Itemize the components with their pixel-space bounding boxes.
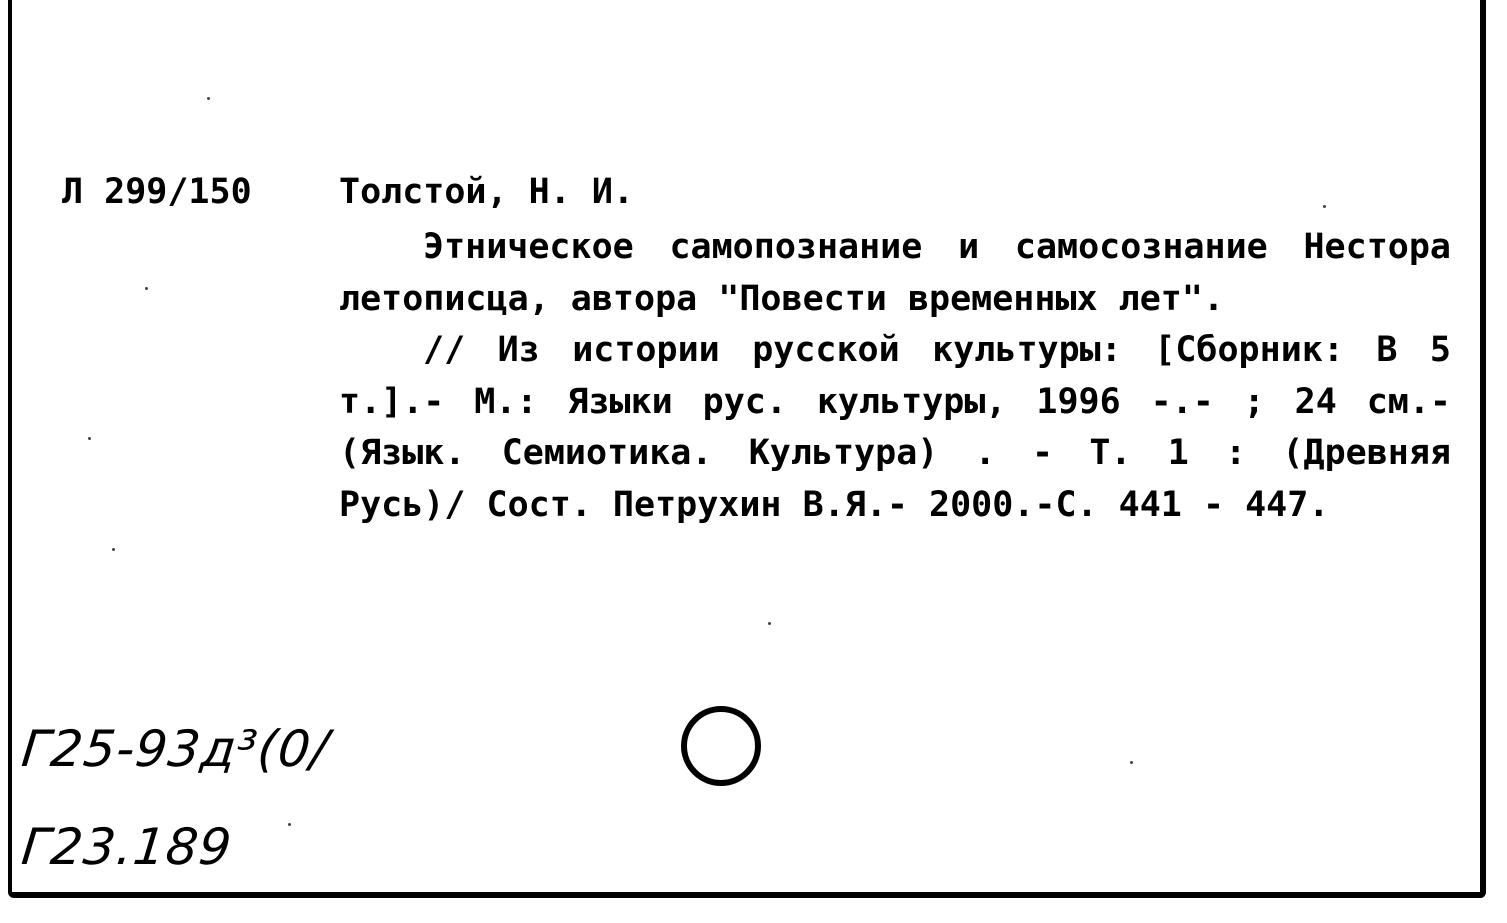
bibliographic-description xyxy=(339,222,1451,531)
source-paragraph: // Из истории русской культуры: [Сборник: В 5 т.].- М.: Языки рус. культуры, 1996 -.- ; 24 см.- (Язык. Семиотика. Культура) . - Т. 1 : (Древняя Русь)/ Сост. Петрухин В.Я.- 2000.-С. 441 - 447. xyxy=(339,330,1451,525)
speck xyxy=(288,823,291,826)
speck xyxy=(112,548,115,551)
speck xyxy=(207,97,210,100)
speck xyxy=(1323,205,1326,208)
punch-hole xyxy=(681,706,761,786)
handwritten-classification-1: Г25-93д³(0/ xyxy=(18,720,332,778)
speck xyxy=(88,437,91,440)
speck xyxy=(1130,761,1133,764)
speck xyxy=(768,622,771,625)
shelfmark: Л 299/150 xyxy=(62,172,252,212)
speck xyxy=(145,287,148,290)
handwritten-classification-2: Г23.189 xyxy=(18,818,235,876)
title-paragraph: Этническое самопознание и самосознание Нестора летописца, автора "Повести временных лет". xyxy=(339,227,1451,319)
author-name: Толстой, Н. И. xyxy=(339,172,635,212)
